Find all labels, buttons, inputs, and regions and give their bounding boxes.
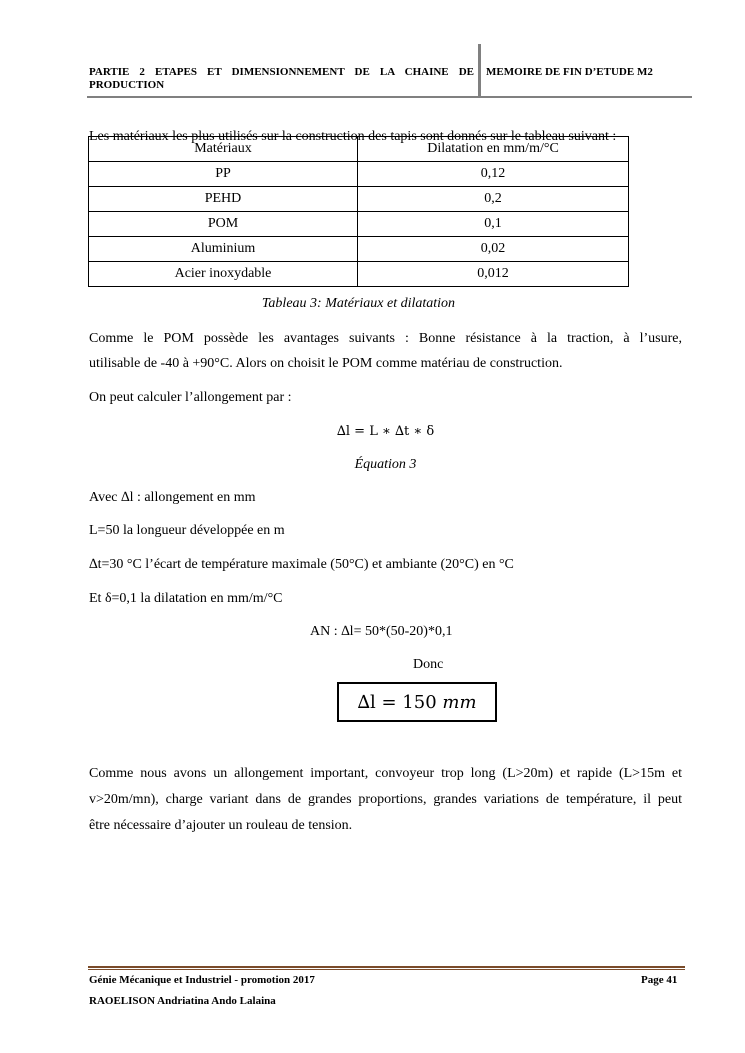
table-row xyxy=(89,262,629,287)
numeric-application: AN : ∆l= 50*(50-20)*0,1 xyxy=(310,624,453,639)
definition-delta: Et δ=0,1 la dilatation en mm/m/°C xyxy=(89,591,283,606)
table-cell-material: PEHD xyxy=(89,187,358,212)
calc-intro: On peut calculer l’allongement par : xyxy=(89,390,292,405)
table-caption: Tableau 3: Matériaux et dilatation xyxy=(261,296,456,311)
definition-delta-l: Avec ∆l : allongement en mm xyxy=(89,490,256,505)
footer-author: RAOELISON Andriatina Ando Lalaina xyxy=(89,995,276,1007)
table-row xyxy=(89,187,629,212)
table-header-row xyxy=(89,137,629,162)
table-header-dilatation: Dilatation en mm/m/°C xyxy=(358,137,629,162)
table-row xyxy=(89,237,629,262)
header-chapter-title xyxy=(89,66,474,92)
equation: ∆l = L ∗ ∆t ∗ δ xyxy=(336,424,435,439)
footer-page-number: Page 41 xyxy=(641,974,678,986)
footer-divider-thin xyxy=(88,969,685,970)
table-row xyxy=(89,162,629,187)
table-header-material: Matériaux xyxy=(89,137,358,162)
header-chapter-line1: PARTIE 2 ETAPES ET DIMENSIONNEMENT DE LA CHAINE DE xyxy=(89,66,474,78)
definition-length: L=50 la longueur développée en m xyxy=(89,523,285,538)
header-document-title: MEMOIRE DE FIN D’ETUDE M2 xyxy=(486,66,653,78)
table-cell-dilatation: 0,02 xyxy=(358,237,629,262)
footer-program: Génie Mécanique et Industriel - promotion 2017 xyxy=(89,974,315,986)
table-cell-dilatation: 0,012 xyxy=(358,262,629,287)
table-cell-material: Aluminium xyxy=(89,237,358,262)
result-value: ∆l = 150 𝑚𝑚 xyxy=(357,691,477,713)
table-cell-material: Acier inoxydable xyxy=(89,262,358,287)
table-cell-dilatation: 0,12 xyxy=(358,162,629,187)
definition-delta-t: ∆t=30 °C l’écart de température maximale (50°C) et ambiante (20°C) en °C xyxy=(89,557,514,572)
donc-label: Donc xyxy=(413,657,444,672)
materials-table xyxy=(88,136,629,287)
conclusion-line3: être nécessaire d’ajouter un rouleau de tension. xyxy=(89,818,353,833)
equation-label: Équation 3 xyxy=(354,457,417,472)
table-cell-dilatation: 0,2 xyxy=(358,187,629,212)
table-cell-material: PP xyxy=(89,162,358,187)
footer-divider xyxy=(88,966,685,968)
header-divider-vertical xyxy=(478,44,481,98)
header-divider xyxy=(87,96,692,98)
header-chapter-line2: PRODUCTION xyxy=(89,79,165,91)
table-row xyxy=(89,212,629,237)
conclusion-line1: Comme nous avons un allongement important, convoyeur trop long (L>20m) et rapide (L>15m et xyxy=(89,766,682,781)
conclusion-line2: v>20m/mn), charge variant dans de grandes proportions, grandes variations de température, il peut xyxy=(89,792,682,807)
pom-paragraph-line2: utilisable de -40 à +90°C. Alors on choisit le POM comme matériau de construction. xyxy=(89,356,563,371)
table-cell-material: POM xyxy=(89,212,358,237)
result-box xyxy=(337,682,497,722)
table-cell-dilatation: 0,1 xyxy=(358,212,629,237)
intro-paragraph: Les matériaux les plus utilisés sur la construction des tapis sont donnés sur le tableau suivant : xyxy=(89,129,617,144)
pom-paragraph-line1: Comme le POM possède les avantages suivants : Bonne résistance à la traction, à l’usure, xyxy=(89,331,682,346)
